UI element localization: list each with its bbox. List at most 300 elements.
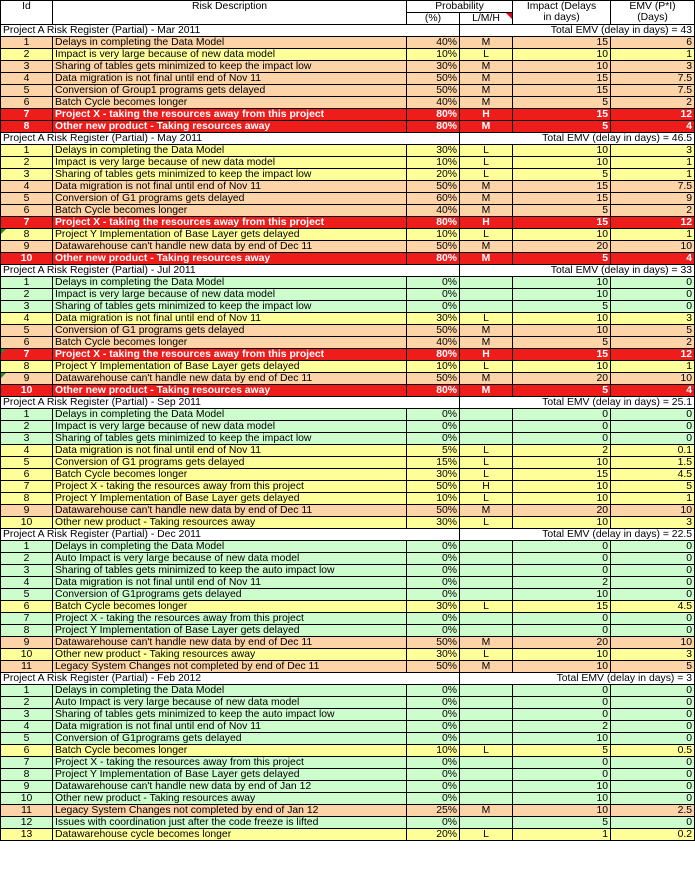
risk-id-cell[interactable]: 1: [1, 409, 53, 421]
risk-id-cell[interactable]: 6: [1, 745, 53, 757]
header-impact[interactable]: [513, 1, 611, 25]
impact-days-cell[interactable]: 15: [513, 181, 611, 193]
impact-days-cell[interactable]: 15: [513, 85, 611, 97]
probability-pct-cell[interactable]: 30%: [407, 313, 460, 325]
probability-lmh-cell[interactable]: L: [460, 829, 513, 841]
risk-description-cell[interactable]: Sharing of tables gets minimized to keep the impact low: [53, 301, 407, 313]
impact-days-cell[interactable]: 10: [513, 589, 611, 601]
risk-description-cell[interactable]: Data migration is not final until end of Nov 11: [53, 577, 407, 589]
risk-description-cell[interactable]: Project Y Implementation of Base Layer gets delayed: [53, 229, 407, 241]
risk-description-cell[interactable]: Sharing of tables gets minimized to keep the impact low: [53, 169, 407, 181]
section-title[interactable]: Project A Risk Register (Partial) - May 2011: [1, 133, 460, 145]
probability-lmh-cell[interactable]: M: [460, 337, 513, 349]
impact-days-cell[interactable]: 0: [513, 625, 611, 637]
probability-pct-cell[interactable]: 60%: [407, 193, 460, 205]
probability-pct-cell[interactable]: 10%: [407, 49, 460, 61]
emv-days-cell[interactable]: 0: [611, 733, 695, 745]
risk-description-cell[interactable]: Conversion of Group1 programs gets delayed: [53, 85, 407, 97]
risk-description-cell[interactable]: Auto Impact is very large because of new data model: [53, 553, 407, 565]
probability-pct-cell[interactable]: 0%: [407, 733, 460, 745]
risk-id-cell[interactable]: 5: [1, 85, 53, 97]
emv-days-cell[interactable]: 2: [611, 97, 695, 109]
emv-days-cell[interactable]: 0: [611, 781, 695, 793]
probability-lmh-cell[interactable]: H: [460, 109, 513, 121]
emv-days-cell[interactable]: 4: [611, 253, 695, 265]
impact-days-cell[interactable]: 20: [513, 637, 611, 649]
probability-pct-cell[interactable]: 20%: [407, 829, 460, 841]
emv-days-cell[interactable]: 0: [611, 541, 695, 553]
risk-id-cell[interactable]: 1: [1, 685, 53, 697]
impact-days-cell[interactable]: 1: [513, 829, 611, 841]
section-title[interactable]: Project A Risk Register (Partial) - Dec 2011: [1, 529, 460, 541]
emv-days-cell[interactable]: 0: [611, 697, 695, 709]
probability-pct-cell[interactable]: 0%: [407, 301, 460, 313]
section-total-emv[interactable]: Total EMV (delay in days) = 33: [460, 265, 695, 277]
risk-description-cell[interactable]: Batch Cycle becomes longer: [53, 97, 407, 109]
risk-description-cell[interactable]: Issues with coordination just after the code freeze is lifted: [53, 817, 407, 829]
impact-days-cell[interactable]: 5: [513, 385, 611, 397]
emv-days-cell[interactable]: 0.5: [611, 745, 695, 757]
probability-pct-cell[interactable]: 30%: [407, 145, 460, 157]
impact-days-cell[interactable]: 10: [513, 325, 611, 337]
impact-days-cell[interactable]: 2: [513, 721, 611, 733]
risk-id-cell[interactable]: 2: [1, 49, 53, 61]
probability-pct-cell[interactable]: 30%: [407, 649, 460, 661]
probability-lmh-cell[interactable]: [460, 589, 513, 601]
risk-id-cell[interactable]: 2: [1, 553, 53, 565]
emv-days-cell[interactable]: 10: [611, 373, 695, 385]
probability-pct-cell[interactable]: 50%: [407, 85, 460, 97]
risk-description-cell[interactable]: Other new product - Taking resources away: [53, 517, 407, 529]
impact-days-cell[interactable]: 10: [513, 805, 611, 817]
probability-lmh-cell[interactable]: H: [460, 349, 513, 361]
probability-pct-cell[interactable]: 80%: [407, 385, 460, 397]
probability-lmh-cell[interactable]: [460, 721, 513, 733]
emv-days-cell[interactable]: 7.5: [611, 85, 695, 97]
probability-pct-cell[interactable]: 0%: [407, 613, 460, 625]
probability-pct-cell[interactable]: 0%: [407, 709, 460, 721]
impact-days-cell[interactable]: 5: [513, 205, 611, 217]
emv-days-cell[interactable]: 12: [611, 109, 695, 121]
probability-pct-cell[interactable]: 50%: [407, 637, 460, 649]
probability-pct-cell[interactable]: 80%: [407, 253, 460, 265]
probability-pct-cell[interactable]: 50%: [407, 181, 460, 193]
emv-days-cell[interactable]: 9: [611, 193, 695, 205]
header-probability[interactable]: [407, 1, 513, 13]
emv-days-cell[interactable]: 6: [611, 37, 695, 49]
risk-description-cell[interactable]: Datawarehouse can't handle new data by end of Dec 11: [53, 505, 407, 517]
risk-description-cell[interactable]: Batch Cycle becomes longer: [53, 745, 407, 757]
probability-pct-cell[interactable]: 0%: [407, 697, 460, 709]
probability-lmh-cell[interactable]: M: [460, 373, 513, 385]
impact-days-cell[interactable]: 0: [513, 433, 611, 445]
risk-id-cell[interactable]: 7: [1, 217, 53, 229]
risk-description-cell[interactable]: Project X - taking the resources away from this project: [53, 757, 407, 769]
risk-id-cell[interactable]: 11: [1, 805, 53, 817]
section-total-emv[interactable]: Total EMV (delay in days) = 25.1: [460, 397, 695, 409]
section-total-emv[interactable]: Total EMV (delay in days) = 43: [460, 25, 695, 37]
emv-days-cell[interactable]: 0: [611, 565, 695, 577]
risk-description-cell[interactable]: Delays in completing the Data Model: [53, 685, 407, 697]
risk-id-cell[interactable]: 4: [1, 577, 53, 589]
probability-lmh-cell[interactable]: M: [460, 61, 513, 73]
emv-days-cell[interactable]: 10: [611, 637, 695, 649]
section-title[interactable]: Project A Risk Register (Partial) - Sep 2011: [1, 397, 460, 409]
risk-id-cell[interactable]: 4: [1, 445, 53, 457]
probability-pct-cell[interactable]: 50%: [407, 325, 460, 337]
risk-description-cell[interactable]: Sharing of tables gets minimized to keep the auto impact low: [53, 565, 407, 577]
impact-days-cell[interactable]: 10: [513, 49, 611, 61]
risk-description-cell[interactable]: Delays in completing the Data Model: [53, 277, 407, 289]
risk-id-cell[interactable]: 10: [1, 385, 53, 397]
section-title[interactable]: Project A Risk Register (Partial) - Feb 2012: [1, 673, 460, 685]
risk-id-cell[interactable]: 9: [1, 781, 53, 793]
risk-id-cell[interactable]: [1, 349, 53, 361]
impact-days-cell[interactable]: 15: [513, 109, 611, 121]
probability-lmh-cell[interactable]: L: [460, 49, 513, 61]
risk-description-cell[interactable]: Datawarehouse cycle becomes longer: [53, 829, 407, 841]
probability-lmh-cell[interactable]: [460, 733, 513, 745]
probability-lmh-cell[interactable]: L: [460, 169, 513, 181]
emv-days-cell[interactable]: 12: [611, 349, 695, 361]
probability-pct-cell[interactable]: 50%: [407, 505, 460, 517]
impact-days-cell[interactable]: 5: [513, 301, 611, 313]
probability-pct-cell[interactable]: 0%: [407, 625, 460, 637]
probability-lmh-cell[interactable]: L: [460, 445, 513, 457]
probability-lmh-cell[interactable]: [460, 685, 513, 697]
risk-description-cell[interactable]: Batch Cycle becomes longer: [53, 337, 407, 349]
risk-id-cell[interactable]: 8: [1, 769, 53, 781]
risk-id-cell[interactable]: 6: [1, 337, 53, 349]
risk-description-cell[interactable]: Conversion of G1programs gets delayed: [53, 589, 407, 601]
impact-days-cell[interactable]: 0: [513, 769, 611, 781]
probability-lmh-cell[interactable]: [460, 277, 513, 289]
impact-days-cell[interactable]: 15: [513, 469, 611, 481]
emv-days-cell[interactable]: 0: [611, 577, 695, 589]
impact-days-cell[interactable]: 10: [513, 361, 611, 373]
risk-id-cell[interactable]: 1: [1, 541, 53, 553]
risk-id-cell[interactable]: 6: [1, 469, 53, 481]
probability-lmh-cell[interactable]: [460, 553, 513, 565]
probability-lmh-cell[interactable]: M: [460, 97, 513, 109]
risk-id-cell[interactable]: 2: [1, 157, 53, 169]
header-description[interactable]: Risk Description: [53, 1, 407, 25]
risk-id-cell[interactable]: 11: [1, 661, 53, 673]
section-title[interactable]: Project A Risk Register (Partial) - Jul 2011: [1, 265, 460, 277]
impact-days-cell[interactable]: 10: [513, 649, 611, 661]
probability-pct-cell[interactable]: 50%: [407, 481, 460, 493]
probability-pct-cell[interactable]: 0%: [407, 817, 460, 829]
emv-days-cell[interactable]: 0: [611, 589, 695, 601]
risk-id-cell[interactable]: 10: [1, 649, 53, 661]
risk-id-cell[interactable]: 9: [1, 637, 53, 649]
risk-id-cell[interactable]: 1: [1, 277, 53, 289]
risk-description-cell[interactable]: Conversion of G1programs gets delayed: [53, 733, 407, 745]
impact-days-cell[interactable]: 5: [513, 817, 611, 829]
impact-days-cell[interactable]: 0: [513, 709, 611, 721]
emv-days-cell[interactable]: 1: [611, 157, 695, 169]
risk-id-cell[interactable]: 7: [1, 757, 53, 769]
risk-description-cell[interactable]: Data migration is not final until end of Nov 11: [53, 721, 407, 733]
emv-days-cell[interactable]: 4.5: [611, 601, 695, 613]
probability-pct-cell[interactable]: 30%: [407, 601, 460, 613]
impact-days-cell[interactable]: 5: [513, 337, 611, 349]
emv-days-cell[interactable]: 0: [611, 409, 695, 421]
risk-description-cell[interactable]: Project Y Implementation of Base Layer gets delayed: [53, 493, 407, 505]
probability-pct-cell[interactable]: 10%: [407, 229, 460, 241]
probability-pct-cell[interactable]: 0%: [407, 721, 460, 733]
emv-days-cell[interactable]: 0: [611, 301, 695, 313]
risk-id-cell[interactable]: 12: [1, 817, 53, 829]
probability-pct-cell[interactable]: 15%: [407, 457, 460, 469]
probability-pct-cell[interactable]: 80%: [407, 121, 460, 133]
probability-pct-cell[interactable]: 50%: [407, 73, 460, 85]
header-id[interactable]: Id: [1, 1, 53, 25]
probability-lmh-cell[interactable]: M: [460, 121, 513, 133]
emv-days-cell[interactable]: 4: [611, 121, 695, 133]
probability-lmh-cell[interactable]: [460, 421, 513, 433]
probability-lmh-cell[interactable]: M: [460, 85, 513, 97]
emv-days-cell[interactable]: 5: [611, 661, 695, 673]
risk-description-cell[interactable]: Delays in completing the Data Model: [53, 409, 407, 421]
risk-description-cell[interactable]: Project X - taking the resources away from this project: [53, 109, 407, 121]
probability-pct-cell[interactable]: 5%: [407, 445, 460, 457]
risk-description-cell[interactable]: Data migration is not final until end of Nov 11: [53, 313, 407, 325]
emv-days-cell[interactable]: 0: [611, 421, 695, 433]
risk-id-cell[interactable]: 6: [1, 205, 53, 217]
risk-id-cell[interactable]: 9: [1, 241, 53, 253]
risk-id-cell[interactable]: 1: [1, 37, 53, 49]
impact-days-cell[interactable]: 20: [513, 505, 611, 517]
risk-id-cell[interactable]: 8: [1, 625, 53, 637]
risk-description-cell[interactable]: Other new product - Taking resources away: [53, 253, 407, 265]
risk-description-cell[interactable]: Project Y Implementation of Base Layer gets delayed: [53, 769, 407, 781]
probability-lmh-cell[interactable]: M: [460, 205, 513, 217]
impact-days-cell[interactable]: 0: [513, 409, 611, 421]
impact-days-cell[interactable]: 0: [513, 697, 611, 709]
section-total-emv[interactable]: Total EMV (delay in days) = 22.5: [460, 529, 695, 541]
probability-pct-cell[interactable]: 50%: [407, 373, 460, 385]
emv-days-cell[interactable]: 0.2: [611, 829, 695, 841]
impact-days-cell[interactable]: 15: [513, 601, 611, 613]
emv-days-cell[interactable]: 2.5: [611, 805, 695, 817]
emv-days-cell[interactable]: 0: [611, 817, 695, 829]
risk-description-cell[interactable]: Sharing of tables gets minimized to keep the impact low: [53, 61, 407, 73]
risk-id-cell[interactable]: 6: [1, 97, 53, 109]
risk-description-cell[interactable]: Delays in completing the Data Model: [53, 37, 407, 49]
probability-lmh-cell[interactable]: M: [460, 73, 513, 85]
header-emv[interactable]: [611, 1, 695, 25]
emv-days-cell[interactable]: 3: [611, 145, 695, 157]
probability-lmh-cell[interactable]: H: [460, 217, 513, 229]
probability-lmh-cell[interactable]: M: [460, 637, 513, 649]
impact-days-cell[interactable]: 15: [513, 349, 611, 361]
emv-days-cell[interactable]: 0: [611, 769, 695, 781]
emv-days-cell[interactable]: 12: [611, 217, 695, 229]
impact-days-cell[interactable]: 10: [513, 145, 611, 157]
risk-description-cell[interactable]: Project X - taking the resources away from this project: [53, 613, 407, 625]
emv-days-cell[interactable]: 2: [611, 337, 695, 349]
risk-id-cell[interactable]: 10: [1, 517, 53, 529]
emv-days-cell[interactable]: 3: [611, 313, 695, 325]
probability-pct-cell[interactable]: 0%: [407, 433, 460, 445]
risk-id-cell[interactable]: 3: [1, 61, 53, 73]
impact-days-cell[interactable]: 10: [513, 781, 611, 793]
impact-days-cell[interactable]: 0: [513, 565, 611, 577]
probability-pct-cell[interactable]: 20%: [407, 169, 460, 181]
emv-days-cell[interactable]: 1.5: [611, 457, 695, 469]
impact-days-cell[interactable]: 10: [513, 313, 611, 325]
impact-days-cell[interactable]: 10: [513, 517, 611, 529]
probability-lmh-cell[interactable]: M: [460, 661, 513, 673]
probability-lmh-cell[interactable]: L: [460, 601, 513, 613]
risk-id-cell[interactable]: 7: [1, 109, 53, 121]
risk-id-cell[interactable]: 4: [1, 313, 53, 325]
emv-days-cell[interactable]: 0: [611, 277, 695, 289]
probability-lmh-cell[interactable]: L: [460, 157, 513, 169]
risk-id-cell[interactable]: 4: [1, 73, 53, 85]
probability-lmh-cell[interactable]: L: [460, 313, 513, 325]
risk-id-cell[interactable]: 2: [1, 289, 53, 301]
risk-id-cell[interactable]: 5: [1, 589, 53, 601]
risk-id-cell[interactable]: 3: [1, 709, 53, 721]
risk-description-cell[interactable]: Impact is very large because of new data model: [53, 157, 407, 169]
risk-id-cell[interactable]: 3: [1, 433, 53, 445]
risk-description-cell[interactable]: Sharing of tables gets minimized to keep the impact low: [53, 433, 407, 445]
risk-description-cell[interactable]: Project Y Implementation of Base Layer gets delayed: [53, 625, 407, 637]
probability-pct-cell[interactable]: 40%: [407, 37, 460, 49]
probability-lmh-cell[interactable]: [460, 769, 513, 781]
risk-id-cell[interactable]: 6: [1, 601, 53, 613]
impact-days-cell[interactable]: 10: [513, 793, 611, 805]
emv-days-cell[interactable]: 0: [611, 721, 695, 733]
emv-days-cell[interactable]: 0: [611, 757, 695, 769]
emv-days-cell[interactable]: 4.5: [611, 469, 695, 481]
probability-pct-cell[interactable]: 0%: [407, 409, 460, 421]
impact-days-cell[interactable]: 10: [513, 157, 611, 169]
probability-pct-cell[interactable]: 40%: [407, 97, 460, 109]
probability-pct-cell[interactable]: 50%: [407, 241, 460, 253]
probability-pct-cell[interactable]: 40%: [407, 205, 460, 217]
probability-lmh-cell[interactable]: [460, 697, 513, 709]
probability-lmh-cell[interactable]: H: [460, 481, 513, 493]
probability-lmh-cell[interactable]: M: [460, 241, 513, 253]
probability-lmh-cell[interactable]: [460, 541, 513, 553]
impact-days-cell[interactable]: 5: [513, 169, 611, 181]
risk-description-cell[interactable]: Data migration is not final until end of Nov 11: [53, 181, 407, 193]
emv-days-cell[interactable]: 5: [611, 481, 695, 493]
risk-description-cell[interactable]: Delays in completing the Data Model: [53, 541, 407, 553]
probability-lmh-cell[interactable]: [460, 817, 513, 829]
probability-lmh-cell[interactable]: M: [460, 805, 513, 817]
risk-description-cell[interactable]: Datawarehouse can't handle new data by end of Dec 11: [53, 241, 407, 253]
impact-days-cell[interactable]: 10: [513, 229, 611, 241]
emv-days-cell[interactable]: 0: [611, 613, 695, 625]
risk-description-cell[interactable]: Conversion of G1 programs gets delayed: [53, 193, 407, 205]
risk-description-cell[interactable]: Impact is very large because of new data model: [53, 421, 407, 433]
impact-days-cell[interactable]: 10: [513, 277, 611, 289]
risk-description-cell[interactable]: Project X - taking the resources away from this project: [53, 349, 407, 361]
emv-days-cell[interactable]: 5: [611, 325, 695, 337]
risk-description-cell[interactable]: Data migration is not final until end of Nov 11: [53, 73, 407, 85]
risk-description-cell[interactable]: Legacy System Changes not completed by end of Dec 11: [53, 661, 407, 673]
risk-description-cell[interactable]: Sharing of tables gets minimized to keep the auto impact low: [53, 709, 407, 721]
probability-pct-cell[interactable]: 0%: [407, 577, 460, 589]
impact-days-cell[interactable]: 10: [513, 733, 611, 745]
probability-lmh-cell[interactable]: [460, 757, 513, 769]
probability-lmh-cell[interactable]: [460, 577, 513, 589]
emv-days-cell[interactable]: 10: [611, 241, 695, 253]
impact-days-cell[interactable]: 15: [513, 73, 611, 85]
probability-lmh-cell[interactable]: L: [460, 361, 513, 373]
risk-id-cell[interactable]: 7: [1, 481, 53, 493]
probability-lmh-cell[interactable]: L: [460, 229, 513, 241]
emv-days-cell[interactable]: 2: [611, 205, 695, 217]
emv-days-cell[interactable]: 0: [611, 709, 695, 721]
impact-days-cell[interactable]: 10: [513, 661, 611, 673]
risk-description-cell[interactable]: Project Y Implementation of Base Layer gets delayed: [53, 361, 407, 373]
risk-id-cell[interactable]: 13: [1, 829, 53, 841]
risk-description-cell[interactable]: Auto Impact is very large because of new data model: [53, 697, 407, 709]
emv-days-cell[interactable]: 7.5: [611, 181, 695, 193]
risk-id-cell[interactable]: [1, 373, 53, 385]
risk-id-cell[interactable]: 2: [1, 421, 53, 433]
probability-lmh-cell[interactable]: [460, 625, 513, 637]
probability-pct-cell[interactable]: 0%: [407, 781, 460, 793]
risk-description-cell[interactable]: Other new product - Taking resources away: [53, 649, 407, 661]
risk-description-cell[interactable]: Project X - taking the resources away from this project: [53, 481, 407, 493]
impact-days-cell[interactable]: 0: [513, 421, 611, 433]
probability-lmh-cell[interactable]: L: [460, 649, 513, 661]
impact-days-cell[interactable]: 10: [513, 61, 611, 73]
risk-description-cell[interactable]: Datawarehouse can't handle new data by end of Dec 11: [53, 373, 407, 385]
probability-lmh-cell[interactable]: [460, 289, 513, 301]
probability-lmh-cell[interactable]: M: [460, 385, 513, 397]
emv-days-cell[interactable]: 10: [611, 505, 695, 517]
risk-id-cell[interactable]: 8: [1, 121, 53, 133]
probability-pct-cell[interactable]: 80%: [407, 109, 460, 121]
probability-pct-cell[interactable]: 0%: [407, 589, 460, 601]
risk-id-cell[interactable]: 5: [1, 325, 53, 337]
emv-days-cell[interactable]: 0: [611, 793, 695, 805]
probability-pct-cell[interactable]: 50%: [407, 661, 460, 673]
impact-days-cell[interactable]: 15: [513, 217, 611, 229]
probability-pct-cell[interactable]: 30%: [407, 469, 460, 481]
section-total-emv[interactable]: Total EMV (delay in days) = 3: [460, 673, 695, 685]
risk-id-cell[interactable]: 8: [1, 493, 53, 505]
risk-id-cell[interactable]: [1, 229, 53, 241]
risk-description-cell[interactable]: Conversion of G1 programs gets delayed: [53, 457, 407, 469]
emv-days-cell[interactable]: 3: [611, 517, 695, 529]
impact-days-cell[interactable]: 0: [513, 613, 611, 625]
probability-lmh-cell[interactable]: M: [460, 37, 513, 49]
probability-lmh-cell[interactable]: [460, 613, 513, 625]
section-total-emv[interactable]: Total EMV (delay in days) = 46.5: [460, 133, 695, 145]
impact-days-cell[interactable]: 0: [513, 757, 611, 769]
risk-id-cell[interactable]: 1: [1, 145, 53, 157]
comment-indicator-icon[interactable]: [506, 13, 512, 19]
probability-pct-cell[interactable]: 0%: [407, 793, 460, 805]
probability-lmh-cell[interactable]: M: [460, 325, 513, 337]
probability-pct-cell[interactable]: 0%: [407, 421, 460, 433]
probability-lmh-cell[interactable]: [460, 433, 513, 445]
risk-description-cell[interactable]: Impact is very large because of new data model: [53, 49, 407, 61]
header-lmh[interactable]: [460, 13, 513, 25]
emv-days-cell[interactable]: 0: [611, 433, 695, 445]
probability-lmh-cell[interactable]: M: [460, 181, 513, 193]
impact-days-cell[interactable]: 10: [513, 493, 611, 505]
impact-days-cell[interactable]: 5: [513, 253, 611, 265]
